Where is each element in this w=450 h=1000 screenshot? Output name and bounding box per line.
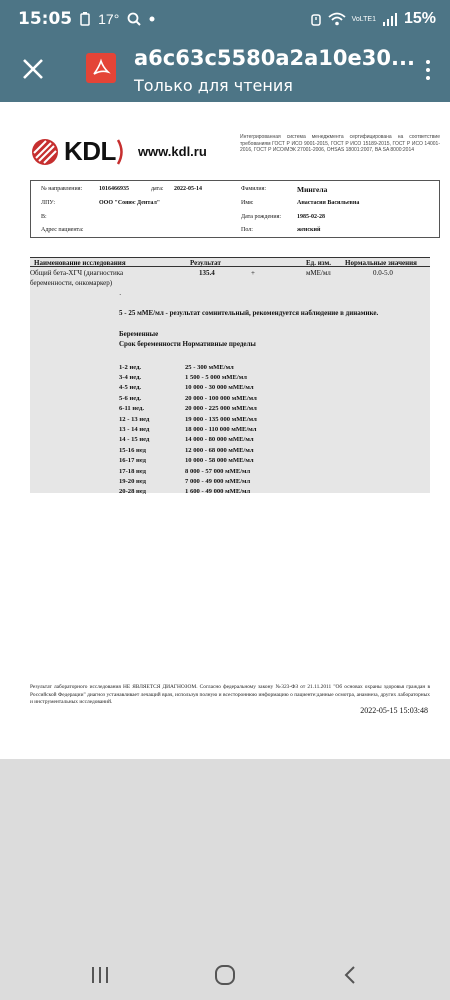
norms-range: 1 500 - 5 000 мМЕ/мл [185,374,247,382]
date-label: дата: [151,186,164,192]
document-page[interactable] [0,102,450,759]
back-icon[interactable] [342,964,358,986]
norms-term: 12 - 13 нед [119,415,150,423]
app-bar [0,38,450,102]
doubtful-note: 5 - 25 мМЕ/мл - результат сомнительный, рекомендуется наблюдение в динамике. [119,309,379,317]
dob-label: Дата рождения: [241,214,282,220]
pregnancy-subheader: Срок беременности Нормативные пределы [119,340,256,348]
norms-range: 18 000 - 110 000 мМЕ/мл [185,426,257,434]
norms-row [119,466,257,476]
dot-icon [149,16,155,22]
col-ref-header: Нормальные значения [345,259,417,267]
col-unit-header: Ед. изм. [306,259,331,267]
logo-swoosh-icon [116,139,126,165]
norms-term: 15-16 нед [119,446,147,454]
norms-range: 1 600 - 49 000 мМЕ/мл [185,488,251,496]
norms-row [119,362,257,372]
norms-row [119,383,257,393]
battery-percent: 15% [403,10,436,27]
results-section [30,257,430,496]
pdf-file-icon [86,53,116,83]
norms-term: 6-11 нед. [119,405,144,413]
norms-range: 20 000 - 225 000 мМЕ/мл [185,405,257,413]
col-name-header: Наименование исследования [34,259,126,267]
sex-value: женский [297,227,321,233]
result-value: 135.4 [199,269,215,277]
norms-range: 19 000 - 135 000 мМЕ/мл [185,415,257,423]
doctor-label: В: [41,214,47,220]
norms-row [119,372,257,382]
more-options-icon[interactable] [420,58,436,82]
norms-range: 20 000 - 100 000 мМЕ/мл [185,394,257,402]
alarm-icon [310,12,322,26]
name-value: Анастасия Васильевна [297,200,360,206]
referral-label: № направления: [41,186,83,192]
norms-term: 3-4 нед. [119,374,142,382]
norms-row [119,445,257,455]
battery-saver-icon [80,12,90,26]
referral-value: 1016466935 [99,186,129,192]
close-icon[interactable] [20,56,46,82]
name-label: Имя: [241,200,254,206]
patient-info-box [30,180,440,238]
navigation-bar [0,952,450,1000]
read-only-label: Только для чтения [134,76,293,95]
file-title: a6c63c5580a2a10e30... [134,46,415,70]
wifi-icon [328,12,346,26]
norms-row [119,414,257,424]
norms-term: 5-6 нед. [119,394,142,402]
pregnant-heading: Беременные [119,330,159,338]
test-name-line2: беременности, онкомаркер) [30,279,113,287]
norms-row [119,476,257,486]
norms-term: 14 - 15 нед [119,436,150,444]
norms-term: 16-17 нед [119,457,147,465]
lpu-label: ЛПУ: [41,200,56,206]
home-icon[interactable] [214,964,236,986]
norms-row [119,456,257,466]
address-label: Адрес пациента: [41,227,84,233]
result-ref: 0.0-5.0 [373,269,393,277]
pregnancy-norms-table [119,362,257,497]
norms-range: 10 000 - 58 000 мМЕ/мл [185,457,254,465]
norms-term: 4-5 нед. [119,384,142,392]
date-value: 2022-05-14 [174,186,202,192]
norms-row [119,487,257,497]
status-right [310,10,436,28]
norms-term: 17-18 нед [119,467,147,475]
search-icon [127,12,141,26]
recent-apps-icon[interactable] [90,964,110,986]
report-timestamp: 2022-05-15 15:03:48 [360,706,428,715]
norms-range: 8 000 - 57 000 мМЕ/мл [185,467,251,475]
notification-icons [80,12,90,26]
dob-value: 1985-02-28 [297,214,325,220]
network-label: VoLTE1 [351,15,376,23]
norms-range: 7 000 - 49 000 мМЕ/мл [185,477,251,485]
test-name-line1: Общий бета-ХГЧ (диагностика [30,269,124,277]
result-flag: + [251,269,255,277]
surname-value: Мингела [297,185,328,194]
result-unit: мМЕ/мл [306,269,331,277]
bullet-dot: · [119,291,122,299]
norms-row [119,404,257,414]
logo-text: KDL [64,136,116,166]
kdl-logo [30,136,207,167]
norms-row [119,393,257,403]
norms-range: 10 000 - 30 000 мМЕ/мл [185,384,254,392]
lpu-value: ООО "Сояюс Дентал" [99,200,161,206]
norms-term: 20-28 нед [119,488,147,496]
norms-range: 25 - 300 мМЕ/мл [185,363,234,371]
status-bar [0,0,450,38]
certification-text: Интегрированная система менеджмента сертифицирована на соответствие требованиям ГОСТ Р ИСО 9001-2015, ГОСТ Р ИСО 15189-2015, ГОСТ Р ИСО 14001-2016, ГОСТ Р ИСО/МЭК 27001-2006, OHSAS 18001:2007, BA SA 8000:2014 [240,134,440,153]
norms-term: 13 - 14 нед [119,426,150,434]
norms-range: 12 000 - 68 000 мМЕ/мл [185,446,254,454]
norms-term: 1-2 нед. [119,363,142,371]
disclaimer-text: Результат лабораторного исследования НЕ ЯВЛЯЕТСЯ ДИАГНОЗОМ. Согласно федеральному закону №323-ФЗ от 21.11.2011 "Об основах охраны здоровья граждан в Российской Федерации" диагноз устанавливает лечащий врач, используя полную и всестороннюю информацию о пациенте:данные осмотра, анамнеза, других лабораторных и инструментальных исследований. [30,684,430,705]
site-url: www.kdl.ru [137,144,207,159]
results-header [30,257,430,267]
temperature: 17° [98,11,120,27]
norms-term: 19-20 нед [119,477,147,485]
norms-row [119,424,257,434]
clock: 15:05 [18,9,73,29]
norms-range: 14 000 - 80 000 мМЕ/мл [185,436,254,444]
surname-label: Фамилия: [241,186,267,192]
signal-icon [382,12,398,26]
kdl-logo-icon [30,137,60,167]
sex-label: Пол: [241,227,253,233]
norms-row [119,435,257,445]
col-result-header: Результат [190,259,221,267]
